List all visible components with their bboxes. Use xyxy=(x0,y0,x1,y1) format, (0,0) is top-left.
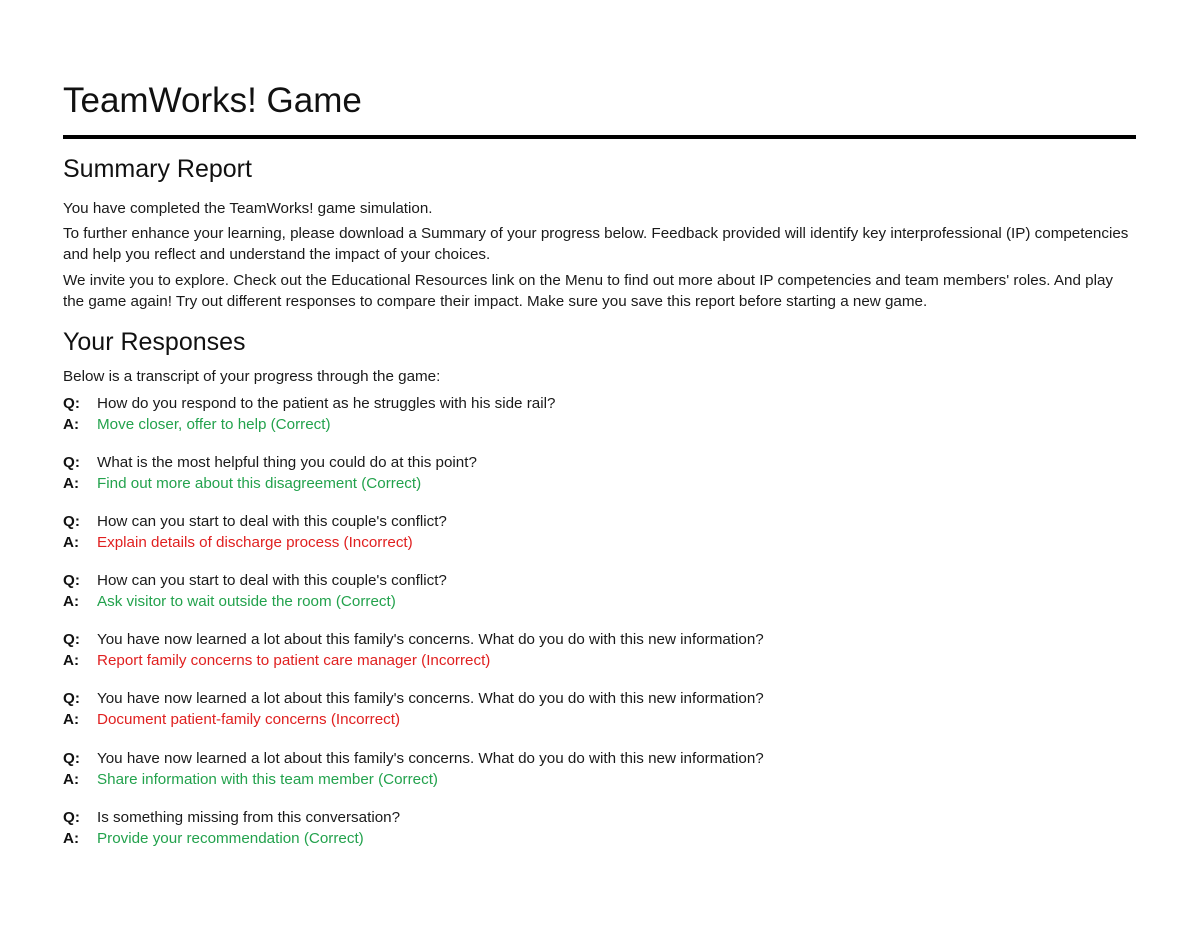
answer-text: Move closer, offer to help (Correct) xyxy=(97,416,331,433)
answer-tag: A: xyxy=(63,534,80,552)
summary-paragraph-learning: To further enhance your learning, please download a Summary of your progress below. Feedback provided will identify key interprofessional (IP) competencies and help you reflect and understand the impact of your choices. xyxy=(63,225,1129,263)
answer-line xyxy=(63,709,1136,730)
answer-tag: A: xyxy=(63,593,80,611)
responses-transcript xyxy=(63,393,1136,866)
question-line xyxy=(63,807,1136,828)
question-text: How can you start to deal with this couple's conflict? xyxy=(97,572,447,590)
question-text: How do you respond to the patient as he struggles with his side rail? xyxy=(97,395,556,412)
qa-pair xyxy=(63,688,1136,747)
qa-pair xyxy=(63,629,1136,688)
question-tag: Q: xyxy=(63,572,80,590)
question-tag: Q: xyxy=(63,690,80,708)
question-text: How can you start to deal with this couple's conflict? xyxy=(97,513,447,531)
page-title: TeamWorks! Game xyxy=(63,81,362,120)
question-text: What is the most helpful thing you could do at this point? xyxy=(97,454,477,472)
question-line xyxy=(63,629,1136,650)
qa-pair xyxy=(63,748,1136,807)
qa-pair xyxy=(63,807,1136,866)
answer-text: Document patient-family concerns (Incorrect) xyxy=(97,711,401,729)
responses-heading: Your Responses xyxy=(63,328,246,356)
question-line xyxy=(63,688,1136,709)
answer-line xyxy=(63,473,1136,494)
qa-pair xyxy=(63,511,1136,570)
question-text: You have now learned a lot about this family's concerns. What do you do with this new information? xyxy=(97,631,764,649)
answer-tag: A: xyxy=(63,652,80,670)
question-line xyxy=(63,393,1136,414)
responses-intro: Below is a transcript of your progress through the game: xyxy=(63,368,441,385)
summary-paragraph-completed: You have completed the TeamWorks! game simulation. xyxy=(63,200,433,217)
answer-tag: A: xyxy=(63,711,80,729)
question-line xyxy=(63,511,1136,532)
answer-tag: A: xyxy=(63,770,80,788)
answer-text: Ask visitor to wait outside the room (Correct) xyxy=(97,593,396,611)
question-line xyxy=(63,452,1136,473)
answer-text: Explain details of discharge process (Incorrect) xyxy=(97,534,413,552)
question-tag: Q: xyxy=(63,808,80,826)
qa-pair xyxy=(63,570,1136,629)
answer-line xyxy=(63,414,1136,435)
answer-text: Share information with this team member (Correct) xyxy=(97,770,438,788)
answer-line xyxy=(63,591,1136,612)
answer-text: Report family concerns to patient care manager (Incorrect) xyxy=(97,652,491,670)
question-tag: Q: xyxy=(63,454,80,472)
question-tag: Q: xyxy=(63,631,80,649)
question-tag: Q: xyxy=(63,749,80,767)
title-divider xyxy=(63,135,1136,139)
answer-line xyxy=(63,769,1136,790)
answer-tag: A: xyxy=(63,475,80,493)
qa-pair xyxy=(63,452,1136,511)
question-line xyxy=(63,748,1136,769)
question-text: Is something missing from this conversation? xyxy=(97,808,401,826)
answer-line xyxy=(63,650,1136,671)
question-text: You have now learned a lot about this family's concerns. What do you do with this new information? xyxy=(97,749,764,767)
summary-heading: Summary Report xyxy=(63,155,252,183)
answer-text: Provide your recommendation (Correct) xyxy=(97,829,364,847)
answer-line xyxy=(63,828,1136,849)
question-text: You have now learned a lot about this family's concerns. What do you do with this new information? xyxy=(97,690,764,708)
answer-tag: A: xyxy=(63,829,80,847)
qa-pair xyxy=(63,393,1136,452)
answer-line xyxy=(63,532,1136,553)
answer-text: Find out more about this disagreement (Correct) xyxy=(97,475,422,493)
question-line xyxy=(63,570,1136,591)
summary-paragraph-explore: We invite you to explore. Check out the Educational Resources link on the Menu to find out more about IP competencies and team members' roles. And play the game again! Try out different responses to compare their impact. Make sure you save this report before starting a new game. xyxy=(63,272,1114,310)
question-tag: Q: xyxy=(63,513,80,531)
question-tag: Q: xyxy=(63,395,80,412)
answer-tag: A: xyxy=(63,416,80,433)
